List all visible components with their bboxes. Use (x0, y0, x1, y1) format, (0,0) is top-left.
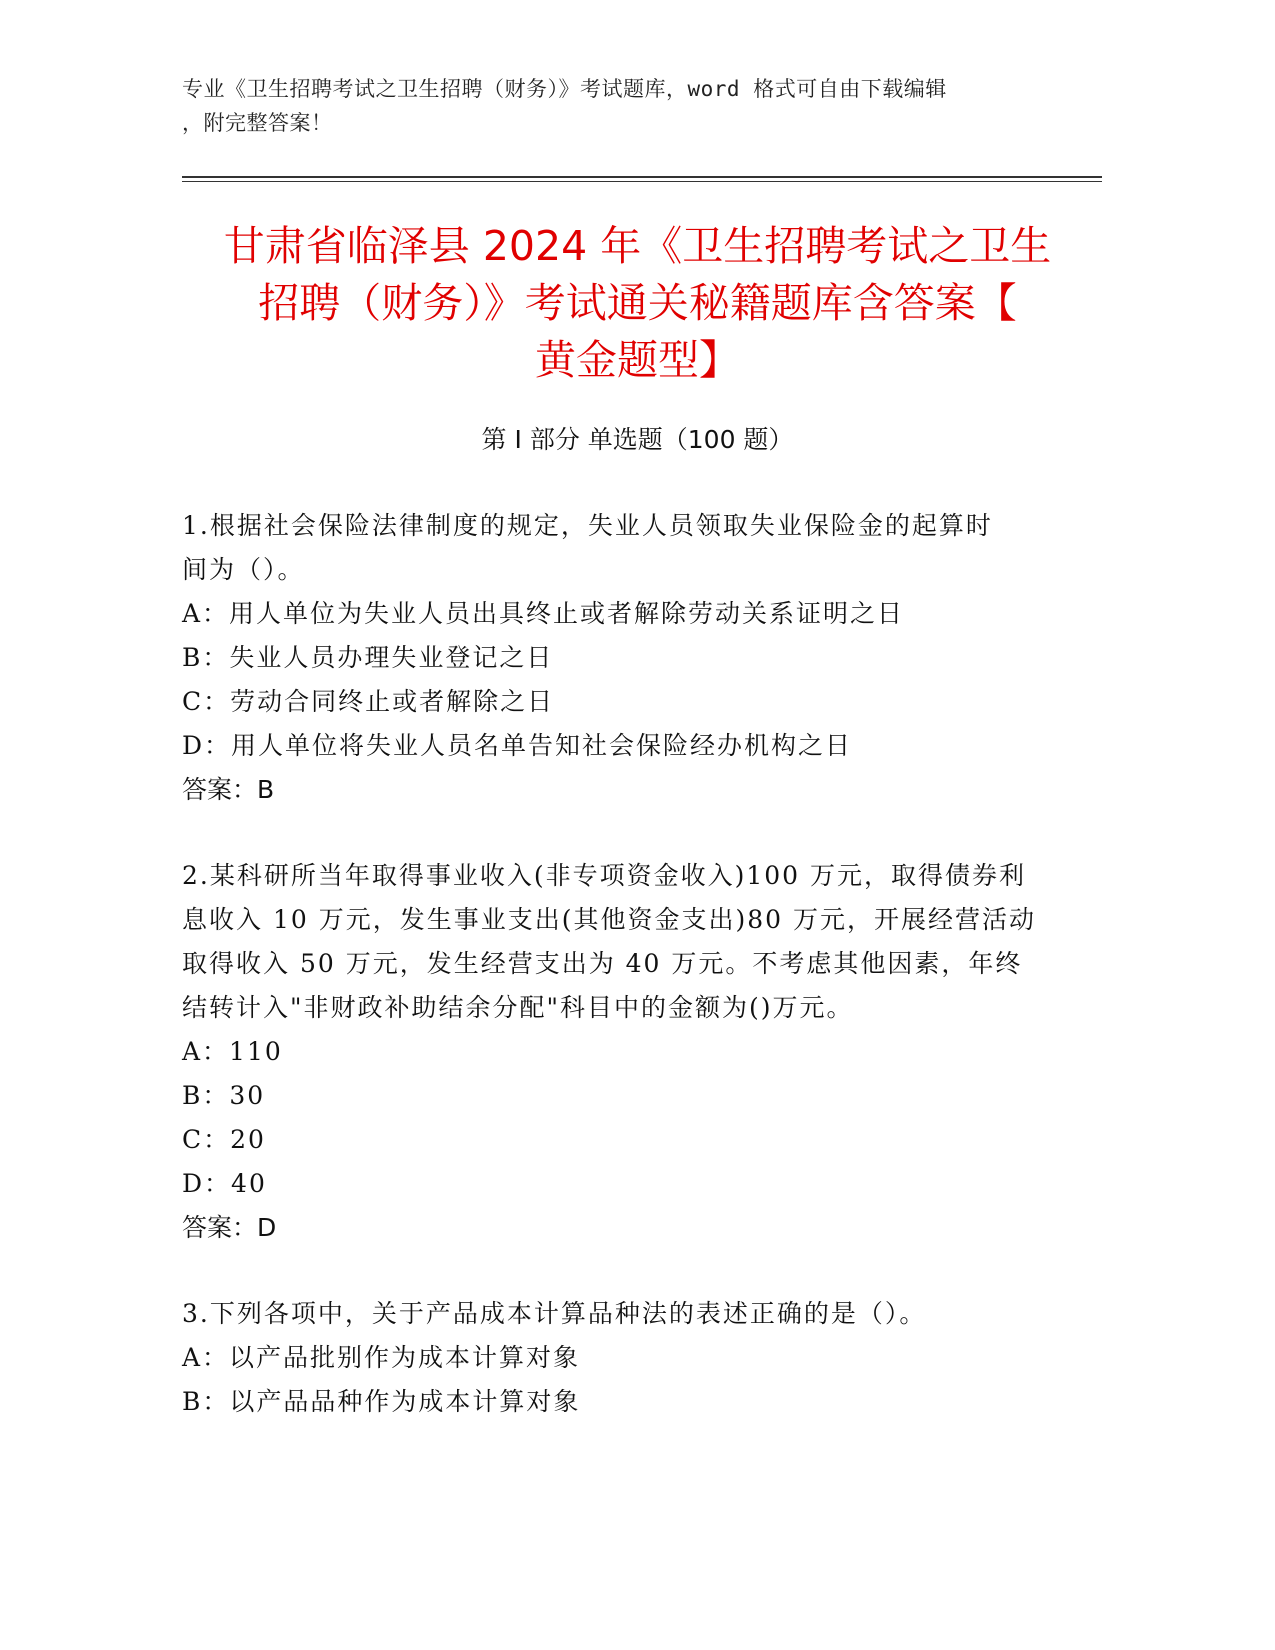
option-a: A：110 (182, 1037, 283, 1066)
title-line-2: 招聘（财务）》考试通关秘籍题库含答案【 (258, 279, 1017, 327)
question-stem-line: 结转计入"非财政补助结余分配"科目中的金额为()万元。 (182, 993, 854, 1022)
question-stem-line: 取得收入 50 万元，发生经营支出为 40 万元。不考虑其他因素，年终 (182, 949, 1023, 978)
section-heading: 第 I 部分 单选题（100 题） (481, 425, 794, 454)
question-3 (182, 1292, 1062, 1424)
option-a: A：以产品批别作为成本计算对象 (182, 1343, 581, 1372)
question-list (182, 504, 1062, 1466)
document-title (170, 218, 1105, 389)
question-stem-line: 2.某科研所当年取得事业收入(非专项资金收入)100 万元，取得债券利 (182, 861, 1027, 890)
question-stem-line: 间为（）。 (182, 555, 305, 584)
option-b: B：30 (182, 1081, 266, 1110)
question-stem-line: 3.下列各项中，关于产品成本计算品种法的表述正确的是（）。 (182, 1299, 927, 1328)
header-note-line-1: 专业《卫生招聘考试之卫生招聘（财务）》考试题库，word 格式可自由下载编辑 (182, 77, 947, 101)
header-note (182, 72, 1062, 140)
question-stem-line: 息收入 10 万元，发生事业支出(其他资金支出)80 万元，开展经营活动 (182, 905, 1036, 934)
title-line-1: 甘肃省临泽县 2024 年《卫生招聘考试之卫生 (223, 222, 1052, 270)
answer: 答案：B (182, 775, 275, 804)
answer: 答案：D (182, 1213, 277, 1242)
option-c: C：劳动合同终止或者解除之日 (182, 687, 555, 716)
option-b: B：失业人员办理失业登记之日 (182, 643, 554, 672)
option-b: B：以产品品种作为成本计算对象 (182, 1387, 581, 1416)
option-a: A：用人单位为失业人员出具终止或者解除劳动关系证明之日 (182, 599, 905, 628)
title-line-3: 黄金题型】 (535, 336, 740, 384)
question-2 (182, 854, 1062, 1250)
question-1 (182, 504, 1062, 812)
question-stem-line: 1.根据社会保险法律制度的规定，失业人员领取失业保险金的起算时 (182, 511, 993, 540)
option-d: D：40 (182, 1169, 267, 1198)
option-d: D：用人单位将失业人员名单告知社会保险经办机构之日 (182, 731, 853, 760)
option-c: C：20 (182, 1125, 266, 1154)
header-note-line-2: ，附完整答案！ (182, 111, 333, 135)
header-rule-thin (182, 181, 1102, 182)
header-rule-thick (182, 176, 1102, 178)
